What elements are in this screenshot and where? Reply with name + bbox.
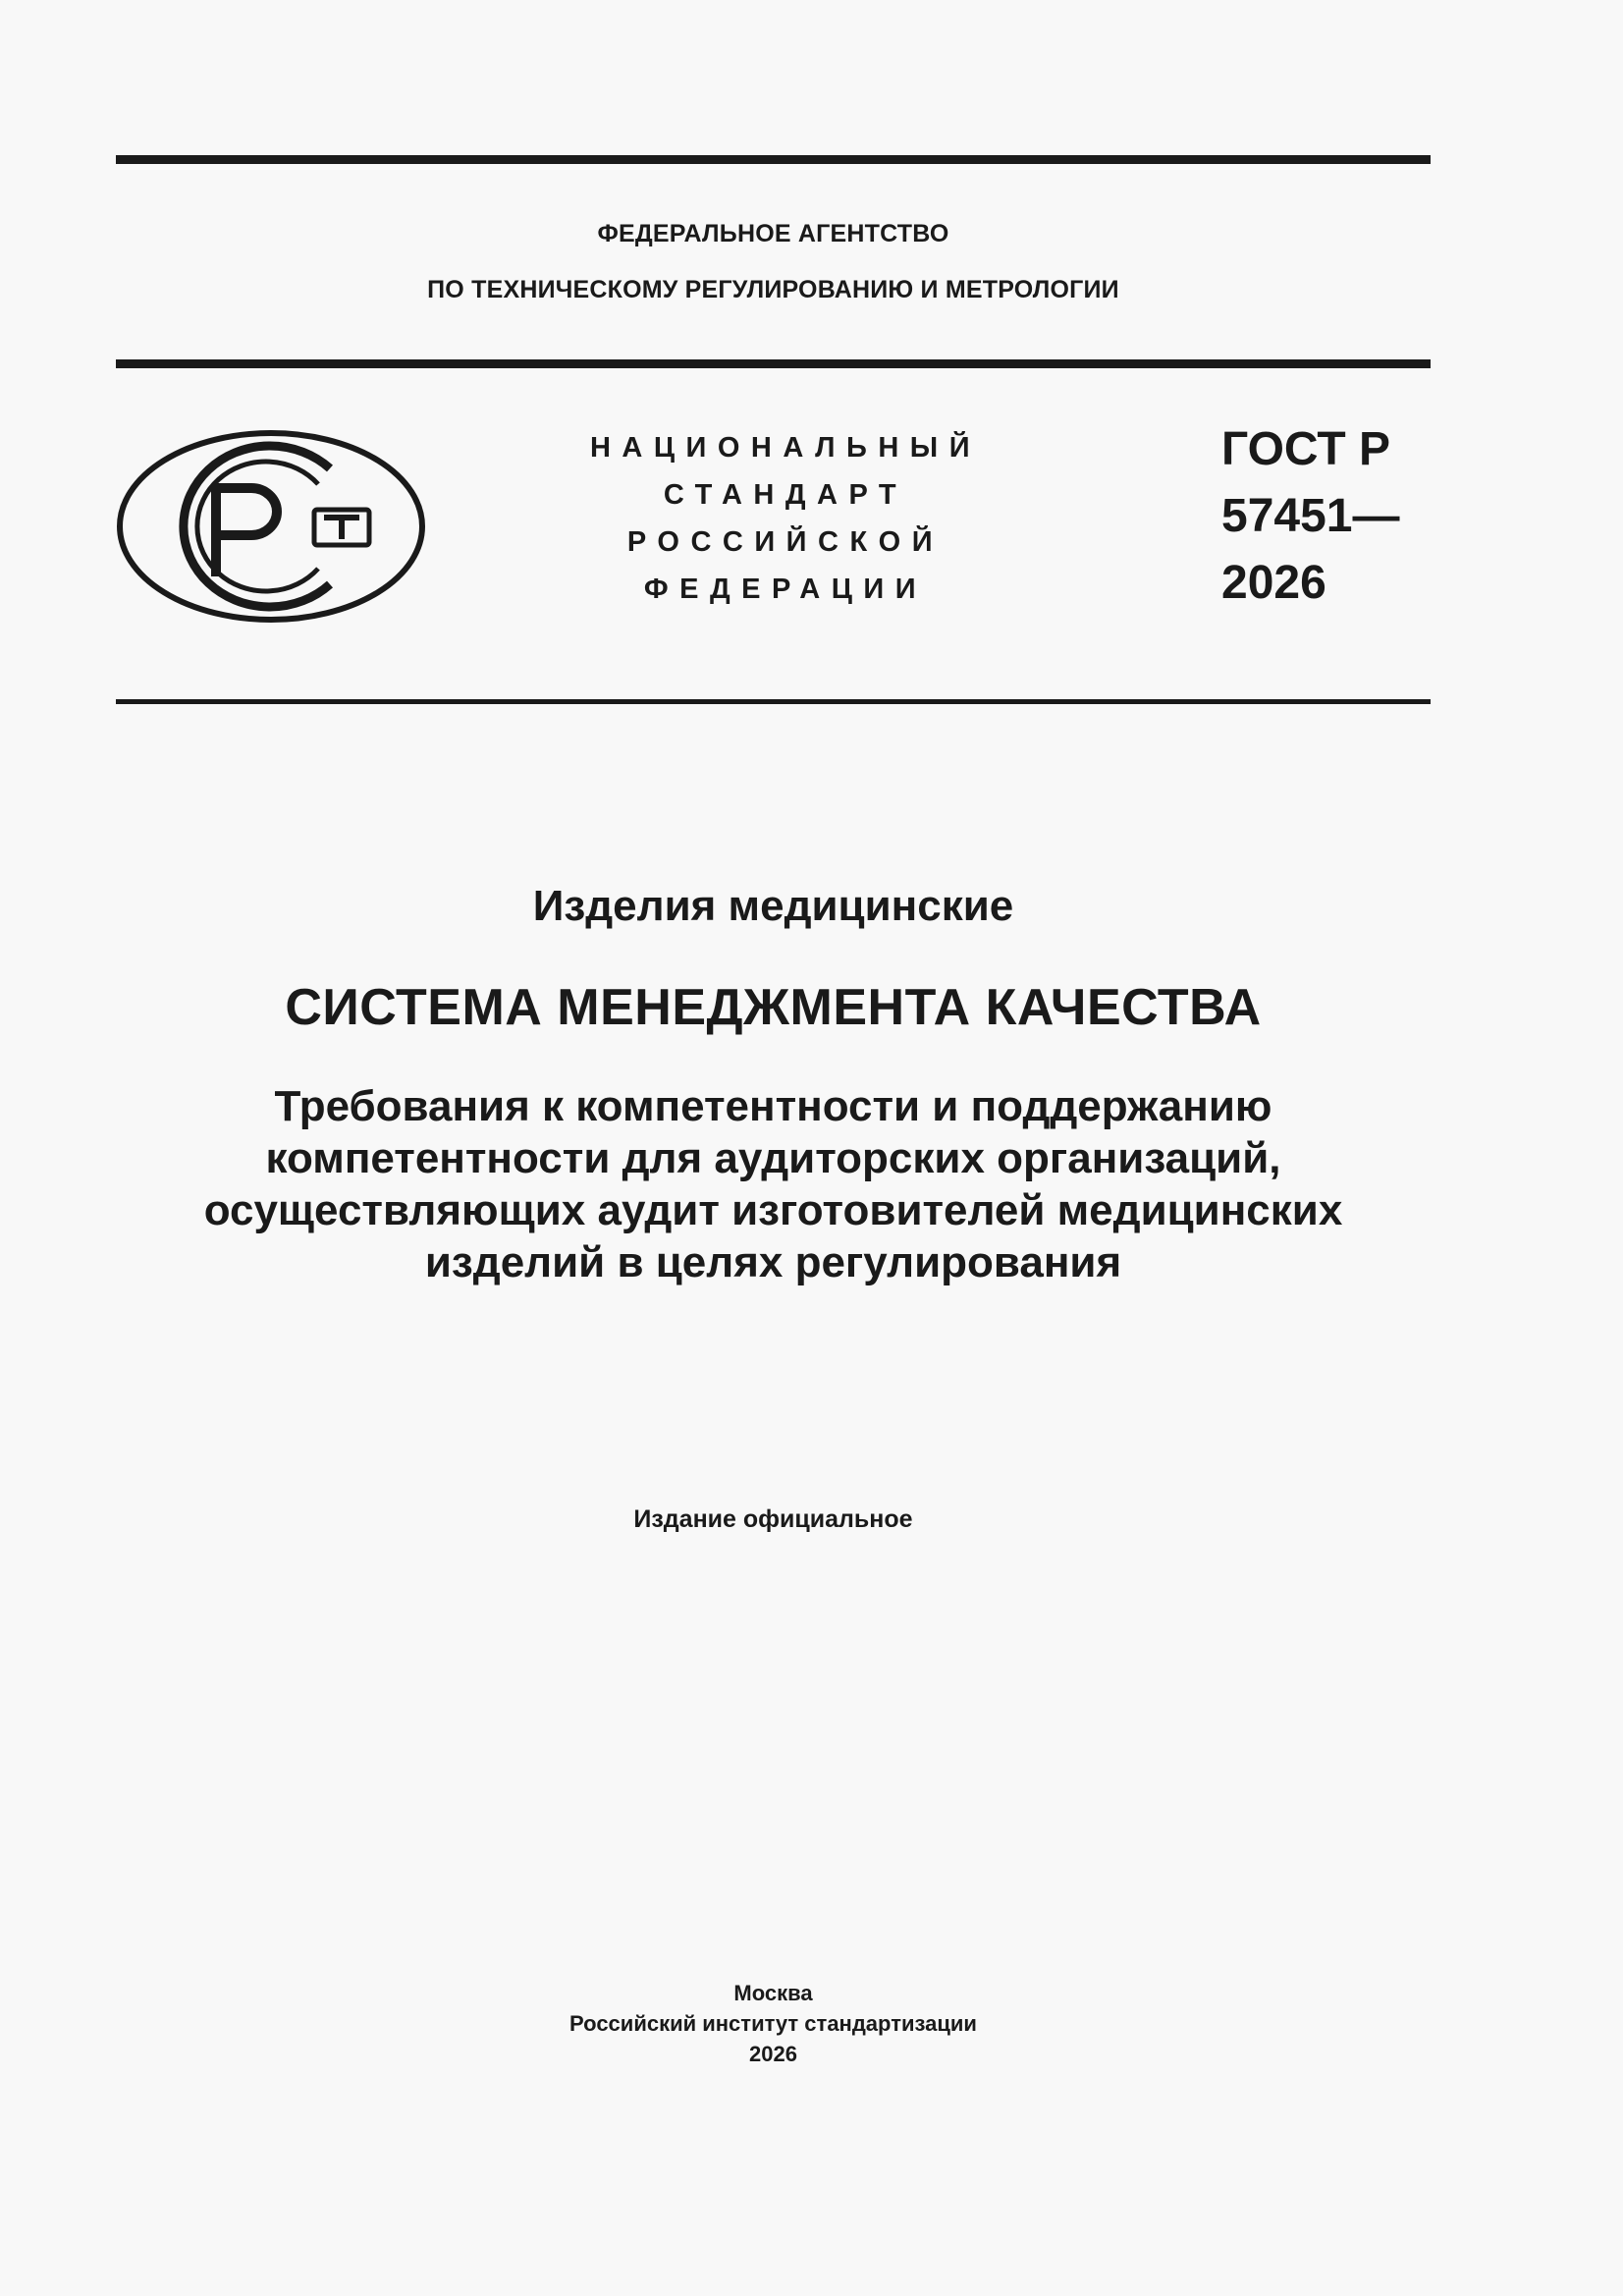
imprint-block xyxy=(116,1978,1431,2069)
edition-note: Издание официальное xyxy=(633,1505,913,1533)
imprint-city: Москва xyxy=(733,1981,813,2005)
standard-number-line: 2026 xyxy=(1221,557,1326,609)
standard-number-line: 57451— xyxy=(1221,490,1400,542)
agency-name-line1: ФЕДЕРАЛЬНОЕ АГЕНТСТВО xyxy=(597,220,949,247)
document-title: СИСТЕМА МЕНЕДЖМЕНТА КАЧЕСТВА xyxy=(285,979,1262,1036)
top-rule xyxy=(116,155,1431,164)
standard-number xyxy=(1221,416,1399,617)
standard-type-line: НАЦИОНАЛЬНЫЙ xyxy=(589,432,982,464)
requirements-title-line: компетентности для аудиторских организаций, xyxy=(265,1134,1281,1182)
agency-name-line2: ПО ТЕХНИЧЕСКОМУ РЕГУЛИРОВАНИЮ И МЕТРОЛОГИИ xyxy=(427,276,1119,303)
rst-certification-mark-icon xyxy=(116,429,426,624)
header-divider-rule xyxy=(116,359,1431,368)
imprint-year: 2026 xyxy=(749,2042,797,2066)
standard-type-line: РОССИЙСКОЙ xyxy=(626,526,945,558)
standard-type-line: СТАНДАРТ xyxy=(663,479,908,511)
standard-number-line: ГОСТ Р xyxy=(1221,423,1391,475)
header-bottom-rule xyxy=(116,699,1431,704)
requirements-title-line: изделий в целях регулирования xyxy=(424,1238,1122,1286)
standard-type-line: ФЕДЕРАЦИИ xyxy=(643,574,928,605)
standard-type-block xyxy=(560,424,1011,613)
document-subtitle: Изделия медицинские xyxy=(532,882,1014,930)
document-requirements-title xyxy=(116,1080,1431,1288)
requirements-title-line: осуществляющих аудит изготовителей медицинских xyxy=(203,1186,1343,1234)
imprint-publisher: Российский институт стандартизации xyxy=(569,2011,977,2036)
requirements-title-line: Требования к компетентности и поддержанию xyxy=(274,1082,1272,1130)
